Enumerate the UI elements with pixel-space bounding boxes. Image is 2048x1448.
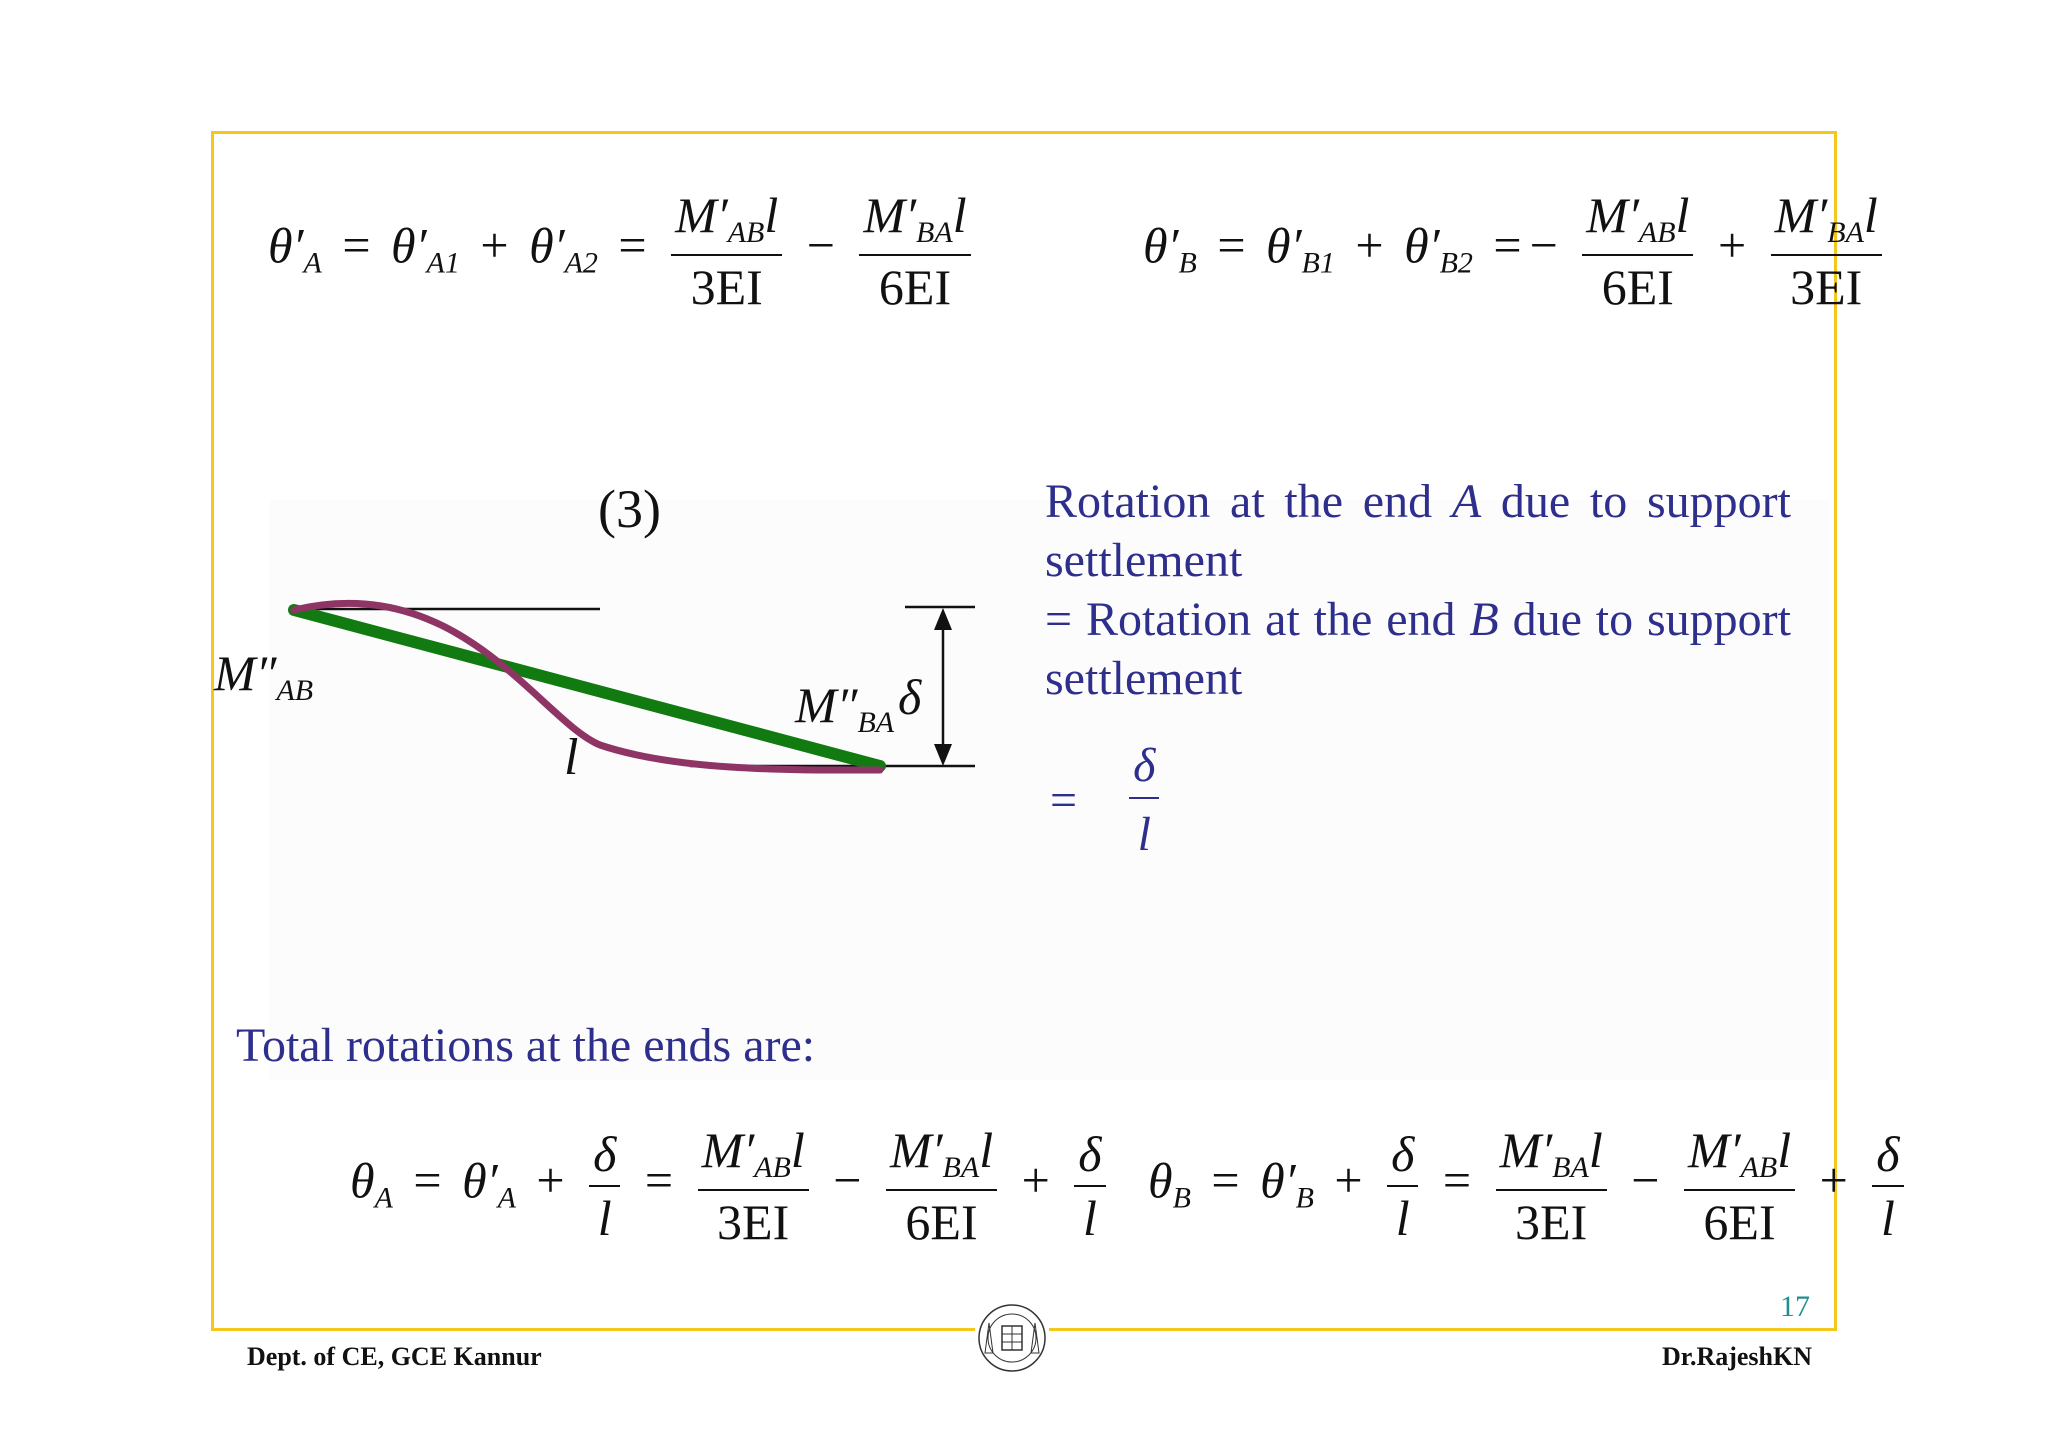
subscript: BA	[942, 1151, 980, 1184]
operator: =	[1211, 1152, 1240, 1209]
numerator	[886, 1122, 997, 1191]
variable: A	[1451, 475, 1482, 528]
symbol: θ′	[1260, 1152, 1296, 1209]
numerator	[1496, 1122, 1607, 1191]
operator: −	[1631, 1152, 1660, 1209]
symbol: M′	[863, 187, 917, 243]
operator: −	[806, 217, 835, 274]
denominator: 6EI	[878, 259, 952, 315]
symbol: θ	[350, 1152, 375, 1209]
denominator: 6EI	[1703, 1194, 1776, 1250]
symbol: θ′	[529, 217, 565, 274]
text: Rotation at the end	[1045, 475, 1452, 528]
operator: +	[1334, 1152, 1363, 1209]
symbol: θ	[1148, 1152, 1173, 1209]
footer-department: Dept. of CE, GCE Kannur	[247, 1342, 542, 1371]
subscript: BA	[857, 706, 895, 739]
denominator: 3EI	[690, 259, 763, 315]
subscript: AB	[1740, 1151, 1778, 1184]
operator: =	[618, 217, 647, 274]
symbol: M′	[889, 1122, 943, 1178]
symbol: l	[1675, 187, 1690, 243]
subscript: BA	[916, 216, 953, 249]
fraction	[1129, 738, 1159, 862]
variable: B	[1469, 593, 1499, 646]
operator: +	[1717, 217, 1747, 274]
denominator: 3EI	[1515, 1194, 1588, 1250]
numerator	[1684, 1122, 1795, 1191]
college-logo	[975, 1298, 1049, 1378]
fraction	[886, 1122, 997, 1250]
denominator: 3EI	[717, 1194, 790, 1250]
college-emblem-icon	[975, 1298, 1049, 1378]
operator: =	[342, 217, 371, 274]
subscript: AB	[1638, 216, 1676, 249]
denominator: l	[1880, 1190, 1895, 1246]
numerator: δ	[1387, 1129, 1418, 1187]
operator: =	[413, 1152, 442, 1209]
subscript: A	[374, 1181, 393, 1215]
fraction	[1684, 1122, 1795, 1250]
subscript: A	[497, 1181, 516, 1215]
operator: +	[480, 217, 509, 274]
fraction	[1872, 1126, 1903, 1246]
denominator: l	[1082, 1190, 1097, 1246]
symbol: l	[952, 187, 967, 243]
subscript: B	[1295, 1181, 1314, 1215]
operator: =	[1050, 773, 1078, 827]
delta-arrow-head-down	[934, 744, 952, 766]
symbol: θ′	[1143, 217, 1179, 274]
delta-label: δ	[898, 669, 922, 725]
subscript: B	[1178, 246, 1197, 280]
chord-line	[294, 610, 880, 766]
numerator: δ	[1074, 1129, 1105, 1187]
rotation-explanation	[1045, 472, 1791, 708]
symbol: l	[1863, 187, 1878, 243]
subscript: A	[303, 246, 322, 280]
fraction	[1074, 1126, 1105, 1246]
denominator: l	[1395, 1190, 1410, 1246]
settlement-rotation-formula	[1050, 738, 1159, 862]
subscript: AB	[754, 1151, 791, 1184]
operator: =	[644, 1152, 674, 1209]
footer-author: Dr.RajeshKN	[1662, 1342, 1812, 1371]
symbol: l	[1588, 1122, 1603, 1178]
symbol: l	[1777, 1122, 1792, 1178]
symbol: M″	[214, 645, 277, 701]
subscript: BA	[1827, 216, 1864, 249]
operator: =	[1217, 217, 1246, 274]
symbol: M′	[1687, 1122, 1741, 1178]
symbol: θ′	[1404, 217, 1440, 274]
symbol: M″	[795, 677, 858, 733]
numerator: δ	[1129, 738, 1159, 799]
denominator: l	[597, 1190, 612, 1246]
symbol: θ′	[462, 1152, 498, 1209]
symbol: M′	[1499, 1122, 1553, 1178]
moment-label-ab	[214, 645, 314, 707]
symbol: M′	[701, 1122, 755, 1178]
fraction	[698, 1122, 809, 1250]
subscript: A1	[426, 246, 460, 280]
denominator: 6EI	[1601, 259, 1674, 315]
text: = Rotation at the end	[1045, 593, 1470, 646]
operator: −	[833, 1152, 862, 1209]
text: due to support settlement	[1045, 475, 1792, 587]
operator: =	[1493, 217, 1522, 274]
subscript: B2	[1439, 246, 1473, 280]
total-rotations-label: Total rotations at the ends are:	[236, 1019, 816, 1072]
symbol: θ′	[1266, 217, 1302, 274]
symbol: l	[764, 187, 779, 243]
operator: +	[1819, 1152, 1848, 1209]
denominator: 6EI	[905, 1194, 978, 1250]
numerator	[698, 1122, 809, 1191]
case-label: (3)	[598, 479, 661, 539]
delta-arrow-head-up	[934, 608, 952, 630]
numerator: δ	[1872, 1129, 1903, 1187]
length-label: l	[564, 729, 579, 786]
operator: +	[1021, 1152, 1050, 1209]
page-number: 17	[1780, 1290, 1810, 1323]
equation-theta-a	[350, 1122, 1110, 1250]
subscript: AB	[276, 674, 314, 707]
symbol: θ′	[268, 217, 304, 274]
denominator: l	[1137, 808, 1151, 861]
symbol: l	[790, 1122, 805, 1178]
operator: −	[1529, 217, 1558, 274]
symbol: M′	[1586, 187, 1639, 243]
subscript: AB	[727, 216, 765, 249]
subscript: BA	[1552, 1151, 1589, 1184]
symbol: θ′	[391, 217, 427, 274]
text: due to support settlement	[1045, 593, 1792, 705]
denominator: 3EI	[1790, 259, 1863, 315]
operator: +	[536, 1152, 565, 1209]
operator: +	[1355, 217, 1384, 274]
fraction	[1387, 1126, 1418, 1246]
subscript: B	[1172, 1181, 1191, 1215]
symbol: M′	[1774, 187, 1828, 243]
subscript: A2	[564, 246, 598, 280]
fraction	[1496, 1122, 1607, 1250]
moment-label-ba	[795, 677, 895, 739]
symbol: M′	[675, 187, 728, 243]
equation-theta-b	[1148, 1122, 1908, 1250]
numerator: δ	[589, 1129, 620, 1187]
operator: =	[1442, 1152, 1472, 1209]
symbol: l	[979, 1122, 994, 1178]
fraction	[589, 1126, 620, 1246]
subscript: B1	[1301, 246, 1335, 280]
